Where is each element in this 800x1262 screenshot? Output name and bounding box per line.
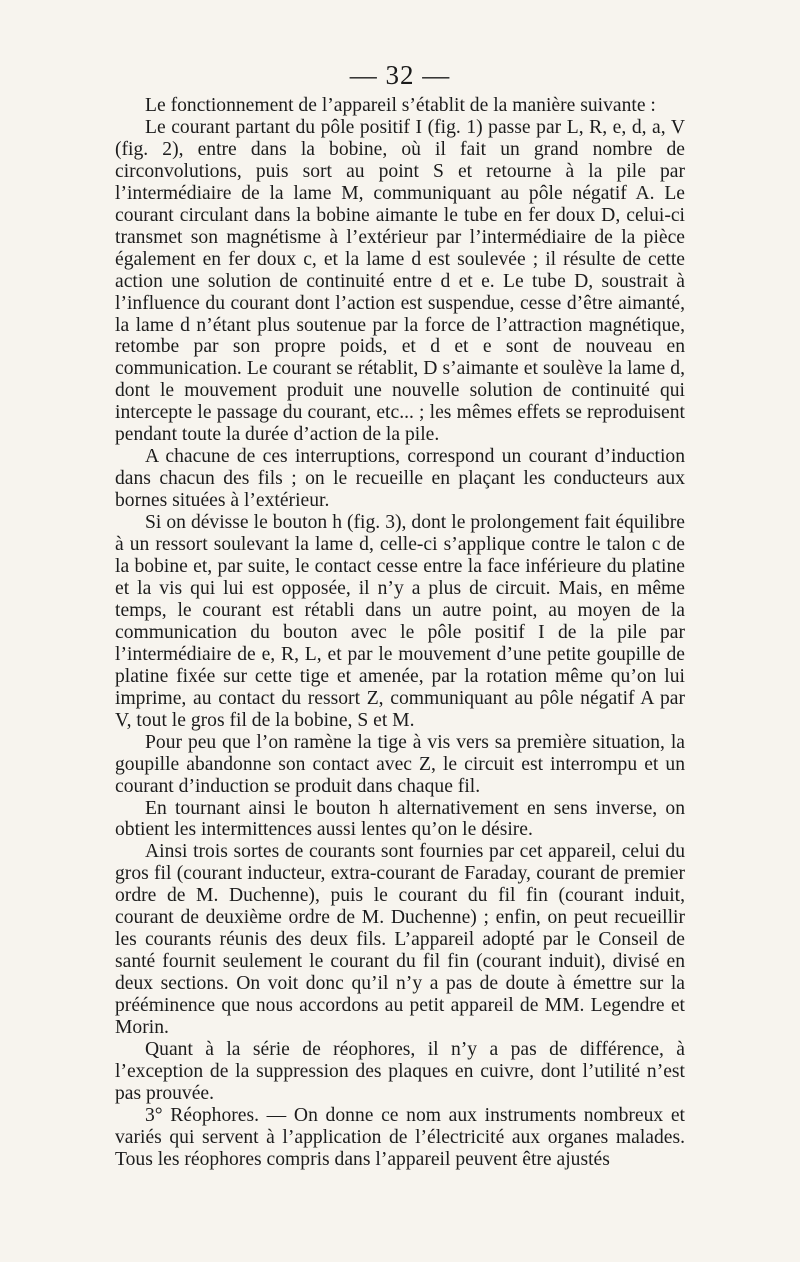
paragraph-7: Ainsi trois sortes de courants sont fournies par cet appareil, celui du gros fil (courant inducteur, extra-courant de Faraday, courant de premier ordre de M. Duchenne), puis le courant du fil fin (courant induit, courant de deuxième ordre de M. Duchenne) ; enfin, on peut recueillir les courants réunis des deux fils. L’appareil adopté par le Conseil de santé fournit seulement le courant du fil fin (courant induit), divisé en deux sections. On voit donc qu’il n’y a pas de doute à émettre sur la prééminence que nous accordons au petit appareil de MM. Legendre et Morin. xyxy=(115,841,685,1039)
paragraph-4: Si on dévisse le bouton h (fig. 3), dont le prolongement fait équilibre à un ressort soulevant la lame d, celle-ci s’applique contre le talon c de la bobine et, par suite, le contact cesse entre la face inférieure du platine et la vis qui lui est opposée, il n’y a plus de circuit. Mais, en même temps, le courant est rétabli dans un autre point, au moyen de la communication du bouton avec le pôle positif I de la pile par l’intermédiaire de e, R, L, et par le mouvement d’une petite goupille de platine fixée sur cette tige et amenée, par la rotation même qu’on lui imprime, au contact du ressort Z, communiquant au pôle négatif A par V, tout le gros fil de la bobine, S et M. xyxy=(115,512,685,731)
paragraph-9: 3° Réophores. — On donne ce nom aux instruments nombreux et variés qui servent à l’application de l’électricité aux organes malades. Tous les réophores compris dans l’appareil peuvent être ajustés xyxy=(115,1104,685,1170)
body-text xyxy=(115,95,685,1171)
page-number: — 32 — xyxy=(349,60,451,90)
paragraph-5: Pour peu que l’on ramène la tige à vis vers sa première situation, la goupille abandonne son contact avec Z, le circuit est interrompu et un courant d’induction se produit dans chaque fil. xyxy=(115,731,685,797)
paragraph-2: Le courant partant du pôle positif I (fig. 1) passe par L, R, e, d, a, V (fig. 2), entre dans la bobine, où il fait un grand nombre de circonvolutions, puis sort au point S et retourne à la pile par l’intermédiaire de la lame M, communiquant au pôle négatif A. Le courant circulant dans la bobine aimante le tube en fer doux D, celui-ci transmet son magnétisme à l’extérieur par l’intermédiaire de la pièce également en fer doux c, et la lame d est soulevée ; il résulte de cette action une solution de continuité entre d et e. Le tube D, soustrait à l’influence du courant dont l’action est suspendue, cesse d’être aimanté, la lame d n’étant plus soutenue par la force de l’attraction magnétique, retombe par son propre poids, et d et e sont de nouveau en communication. Le courant se rétablit, D s’aimante et soulève la lame d, dont le mouvement produit une nouvelle solution de continuité qui intercepte le passage du courant, etc... ; les mêmes effets se reproduisent pendant toute la durée d’action de la pile. xyxy=(115,116,685,446)
paragraph-8: Quant à la série de réophores, il n’y a pas de différence, à l’exception de la suppression des plaques en cuivre, dont l’utilité n’est pas prouvée. xyxy=(115,1038,685,1104)
paragraph-3: A chacune de ces interruptions, correspond un courant d’induction dans chacun des fils ; on le recueille en plaçant les conducteurs aux bornes situées à l’extérieur. xyxy=(115,446,685,512)
paragraph-6: En tournant ainsi le bouton h alternativement en sens inverse, on obtient les intermittences aussi lentes qu’on le désire. xyxy=(115,797,685,841)
paragraph-1: Le fonctionnement de l’appareil s’établit de la manière suivante : xyxy=(145,95,656,116)
